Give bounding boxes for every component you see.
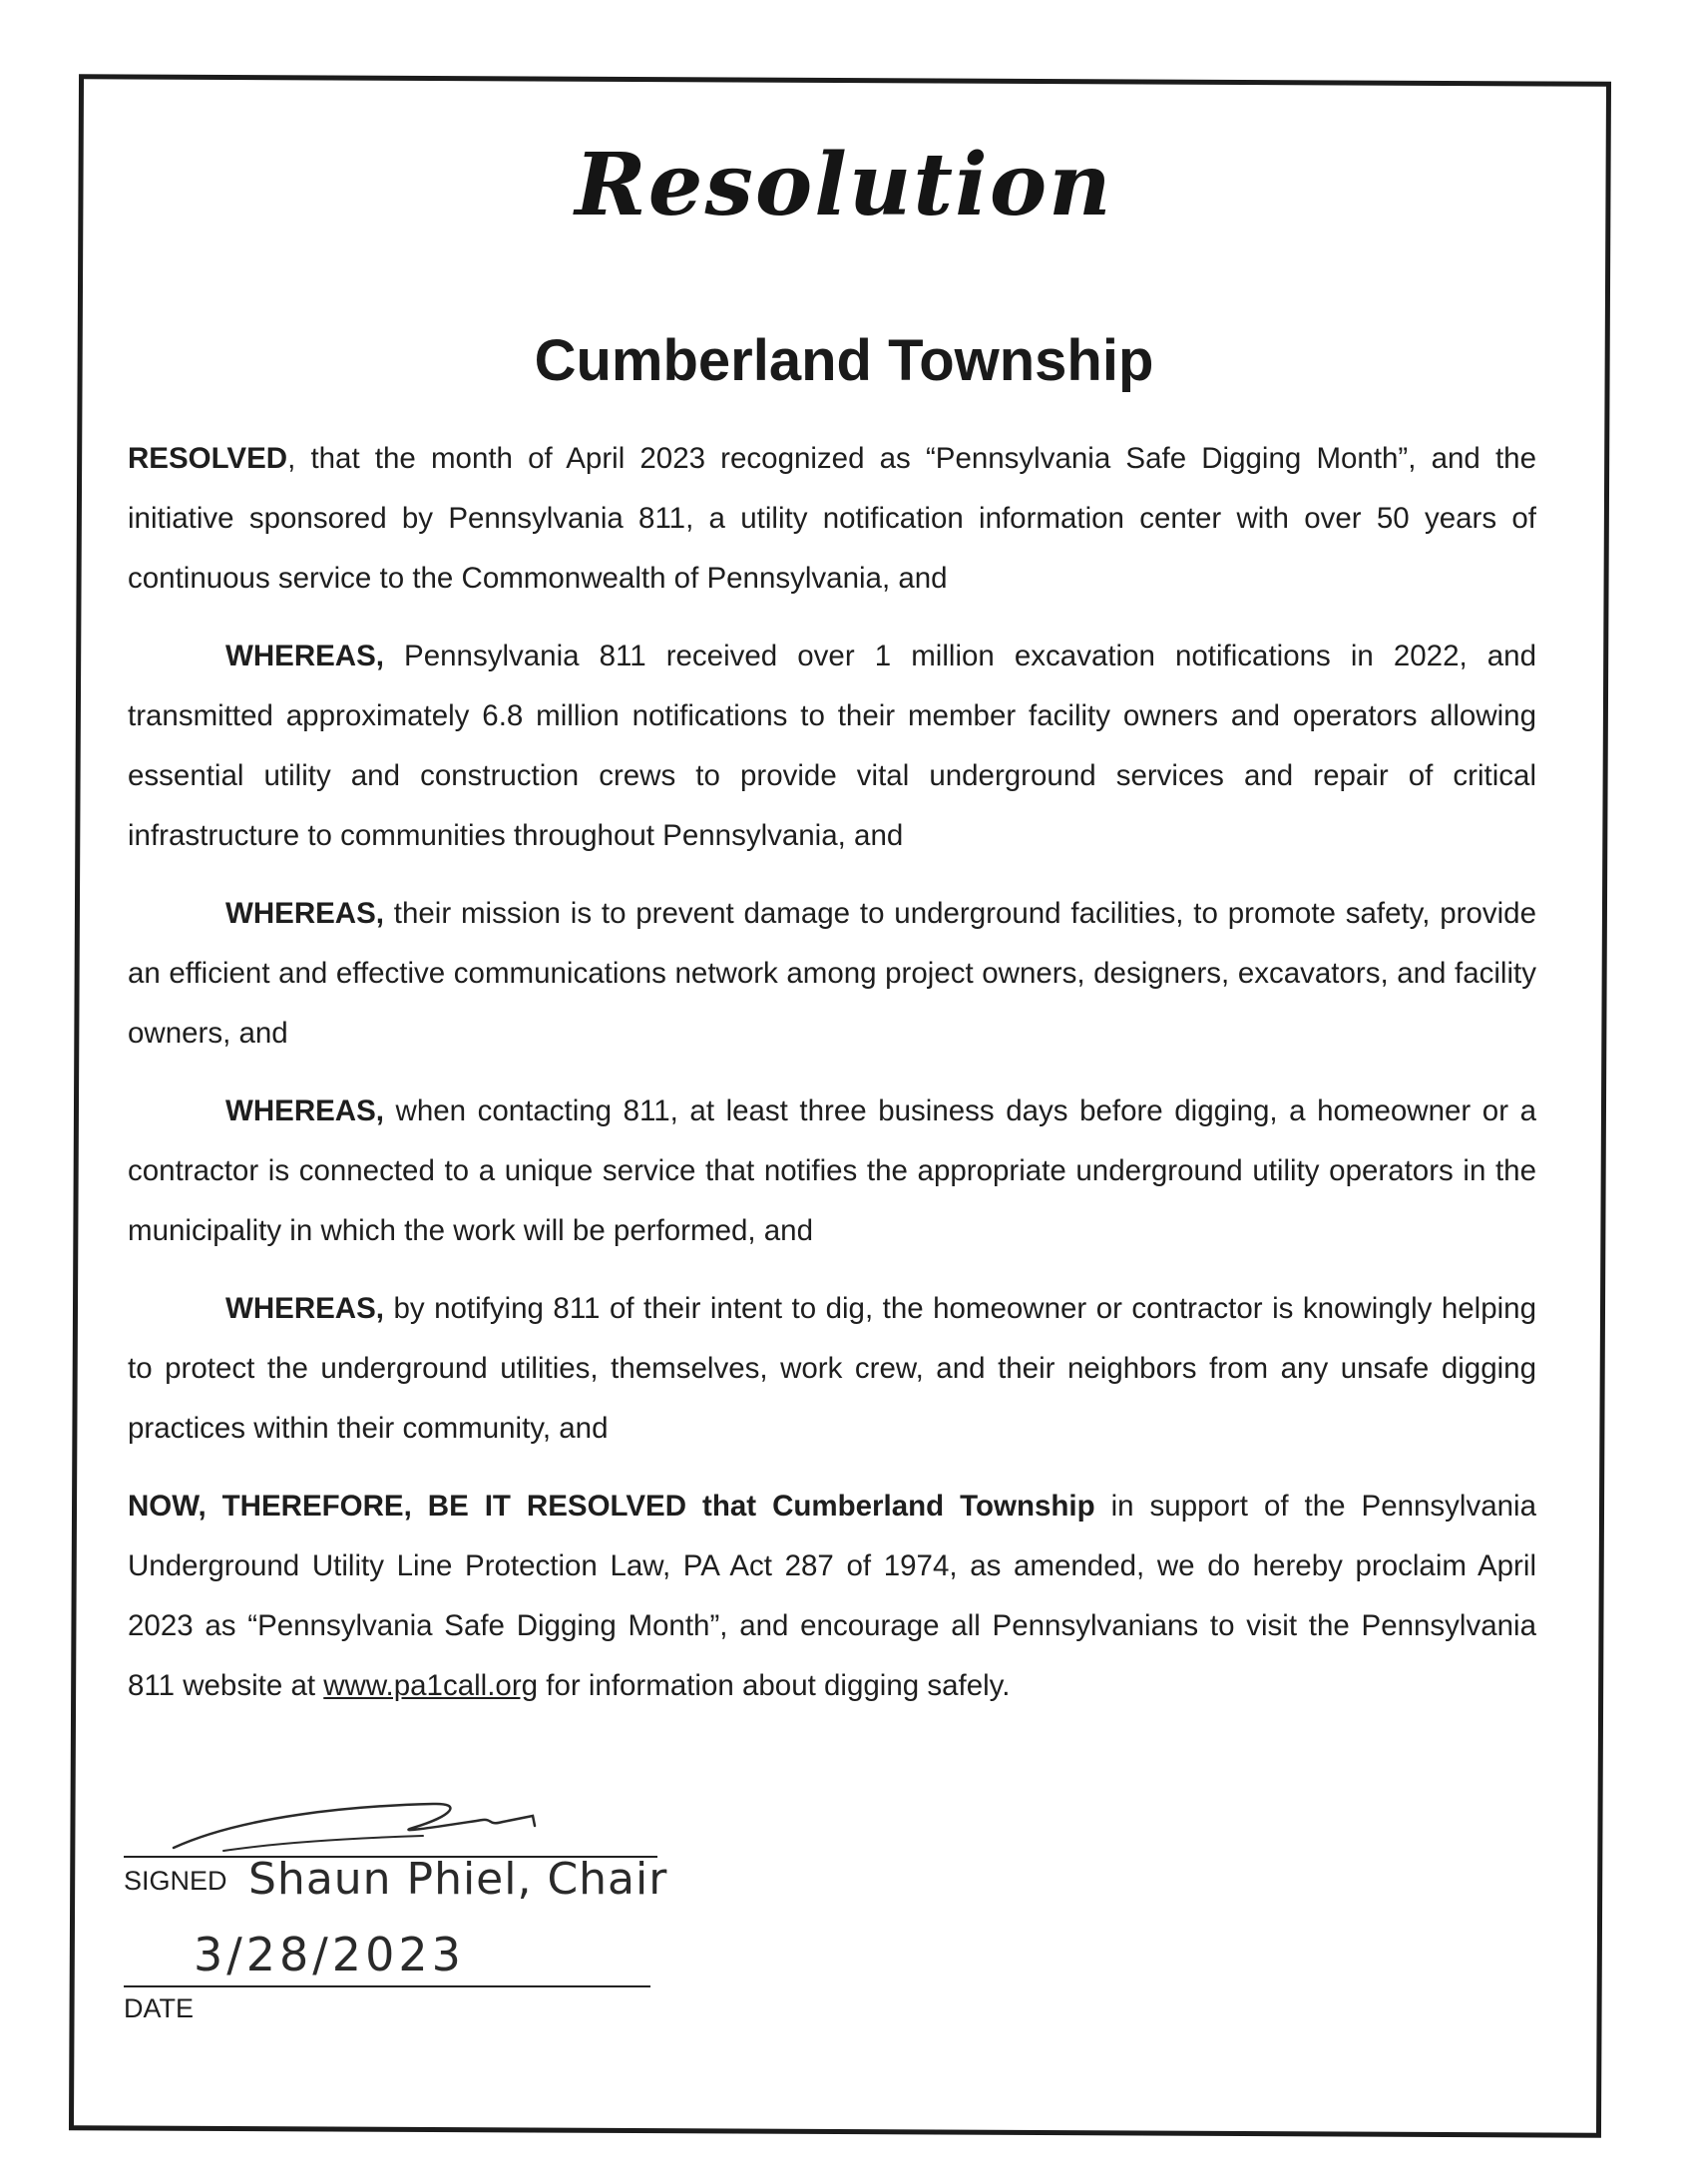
document-title: Resolution <box>575 135 1113 235</box>
whereas-keyword: WHEREAS, <box>225 897 384 930</box>
whereas-text: by notifying 811 of their intent to dig, the homeowner or contractor is knowingly helping to protect the underground utilities, themselves, work crew, and their neighbors from any unsafe digging practices within their community, and <box>128 1292 1536 1445</box>
whereas-paragraph-2 <box>128 884 1536 1064</box>
date-line <box>124 1985 650 1987</box>
now-therefore-paragraph <box>128 1477 1536 1716</box>
now-therefore-keyword: NOW, THEREFORE, BE IT RESOLVED that Cumberland Township <box>128 1490 1095 1523</box>
whereas-paragraph-3 <box>128 1082 1536 1261</box>
signature-block <box>124 1776 682 2023</box>
resolution-body <box>128 429 1536 1734</box>
resolved-paragraph <box>128 429 1536 609</box>
township-heading: Cumberland Township <box>534 328 1154 393</box>
handwritten-date: 3/28/2023 <box>194 1928 465 1981</box>
whereas-text: Pennsylvania 811 received over 1 million excavation notifications in 2022, and transmitted approximately 6.8 million notifications to their member facility owners and operators allowing essential utility and construction crews to provide vital underground services and repair of critical infrastructure to communities throughout Pennsylvania, and <box>128 640 1536 852</box>
proclamation-closing-text: for information about digging safely. <box>538 1669 1011 1702</box>
signed-label: SIGNED <box>124 1866 227 1896</box>
date-label: DATE <box>124 1993 195 2023</box>
resolved-text: , that the month of April 2023 recognized as “Pennsylvania Safe Digging Month”, and the initiative sponsored by Pennsylvania 811, a utility notification information center with over 50 years of continuous service to the Commonwealth of Pennsylvania, and <box>128 442 1536 595</box>
whereas-keyword: WHEREAS, <box>225 1094 384 1127</box>
whereas-paragraph-1 <box>128 627 1536 866</box>
resolved-keyword: RESOLVED <box>128 442 288 475</box>
signature-scribble <box>164 1776 603 1866</box>
whereas-text: when contacting 811, at least three business days before digging, a homeowner or a contractor is connected to a unique service that notifies the appropriate underground utility operators in the municipality in which the work will be performed, and <box>128 1094 1536 1247</box>
proclamation-text: in support of the Pennsylvania Underground Utility Line Protection Law, PA Act 287 of 1974, as amended, we do hereby proclaim April 2023 as “Pennsylvania Safe Digging Month”, and encourage all Pennsylvanians to visit the Pennsylvania 811 website at <box>128 1490 1537 1702</box>
website-link[interactable]: www.pa1call.org <box>323 1669 539 1702</box>
whereas-keyword: WHEREAS, <box>225 640 384 672</box>
whereas-paragraph-4 <box>128 1279 1536 1459</box>
whereas-text: their mission is to prevent damage to underground facilities, to promote safety, provide an efficient and effective communications network among project owners, designers, excavators, and facility owners, and <box>128 897 1536 1050</box>
whereas-keyword: WHEREAS, <box>225 1292 384 1325</box>
handwritten-signer-name: Shaun Phiel, Chair <box>248 1854 668 1905</box>
